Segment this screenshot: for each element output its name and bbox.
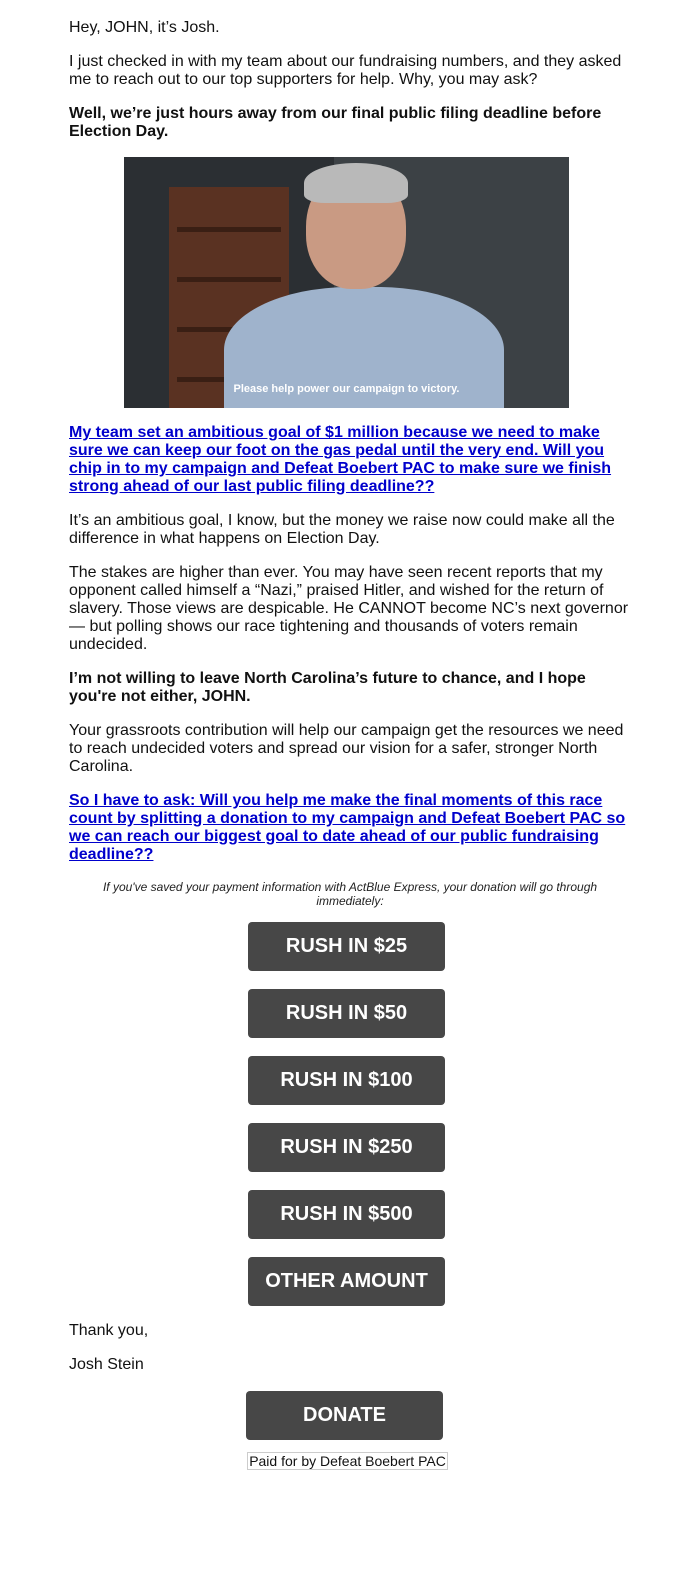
deadline-bold: Well, we’re just hours away from our final public filing deadline before Election Day. — [69, 105, 602, 140]
other-amount-button[interactable]: OTHER AMOUNT — [248, 1257, 445, 1306]
chance-bold: I’m not willing to leave North Carolina’s future to chance, and I hope you're not either, JOHN. — [69, 670, 586, 705]
rush-250-button[interactable]: RUSH IN $250 — [248, 1123, 445, 1172]
actblue-express-note: If you've saved your payment information with ActBlue Express, your donation will go through immediately: — [102, 880, 598, 908]
donate-button[interactable]: DONATE — [246, 1391, 443, 1440]
ambitious-paragraph: It’s an ambitious goal, I know, but the money we raise now could make all the difference in what happens on Election Day. — [69, 512, 615, 547]
rush-50-button[interactable]: RUSH IN $50 — [248, 989, 445, 1038]
signature: Josh Stein — [69, 1356, 144, 1373]
video-thumbnail[interactable] — [124, 157, 569, 408]
signoff: Thank you, — [69, 1322, 149, 1339]
split-donate-link[interactable]: So I have to ask: Will you help me make the final moments of this race count by splitting a donation to my campaign and Defeat Boebert PAC so we can reach our biggest goal to date ahead of our public fundraising deadline?? — [69, 792, 626, 863]
disclaimer-row — [64, 1452, 631, 1471]
chance-paragraph — [69, 670, 631, 706]
greeting: Hey, JOHN, it’s Josh. — [69, 19, 220, 36]
goal-donate-link[interactable]: My team set an ambitious goal of $1 million because we need to make sure we can keep our foot on the gas pedal until the very end. Will you chip in to my campaign and Defeat Boebert PAC to make sure we finish strong ahead of our last public filing deadline?? — [69, 424, 612, 495]
video-caption: Please help power our campaign to victory. — [233, 383, 460, 395]
deadline-paragraph — [69, 105, 631, 141]
speaker-hair — [304, 163, 408, 203]
rush-100-button[interactable]: RUSH IN $100 — [248, 1056, 445, 1105]
rush-500-button[interactable]: RUSH IN $500 — [248, 1190, 445, 1239]
grassroots-paragraph: Your grassroots contribution will help our campaign get the resources we need to reach undecided voters and spread our vision for a safer, stronger North Carolina. — [69, 722, 624, 775]
rush-25-button[interactable]: RUSH IN $25 — [248, 922, 445, 971]
paid-for-by-disclaimer: Paid for by Defeat Boebert PAC — [249, 1453, 446, 1469]
email-body — [69, 0, 631, 1471]
intro-paragraph: I just checked in with my team about our fundraising numbers, and they asked me to reach out to our top supporters for help. Why, you may ask? — [69, 53, 622, 88]
stakes-paragraph: The stakes are higher than ever. You may have seen recent reports that my opponent called himself a “Nazi,” praised Hitler, and wished for the return of slavery. Those views are despicable. He CANNOT become NC’s next governor — but polling shows our race tightening and thousands of voters remain undecided. — [69, 564, 629, 653]
